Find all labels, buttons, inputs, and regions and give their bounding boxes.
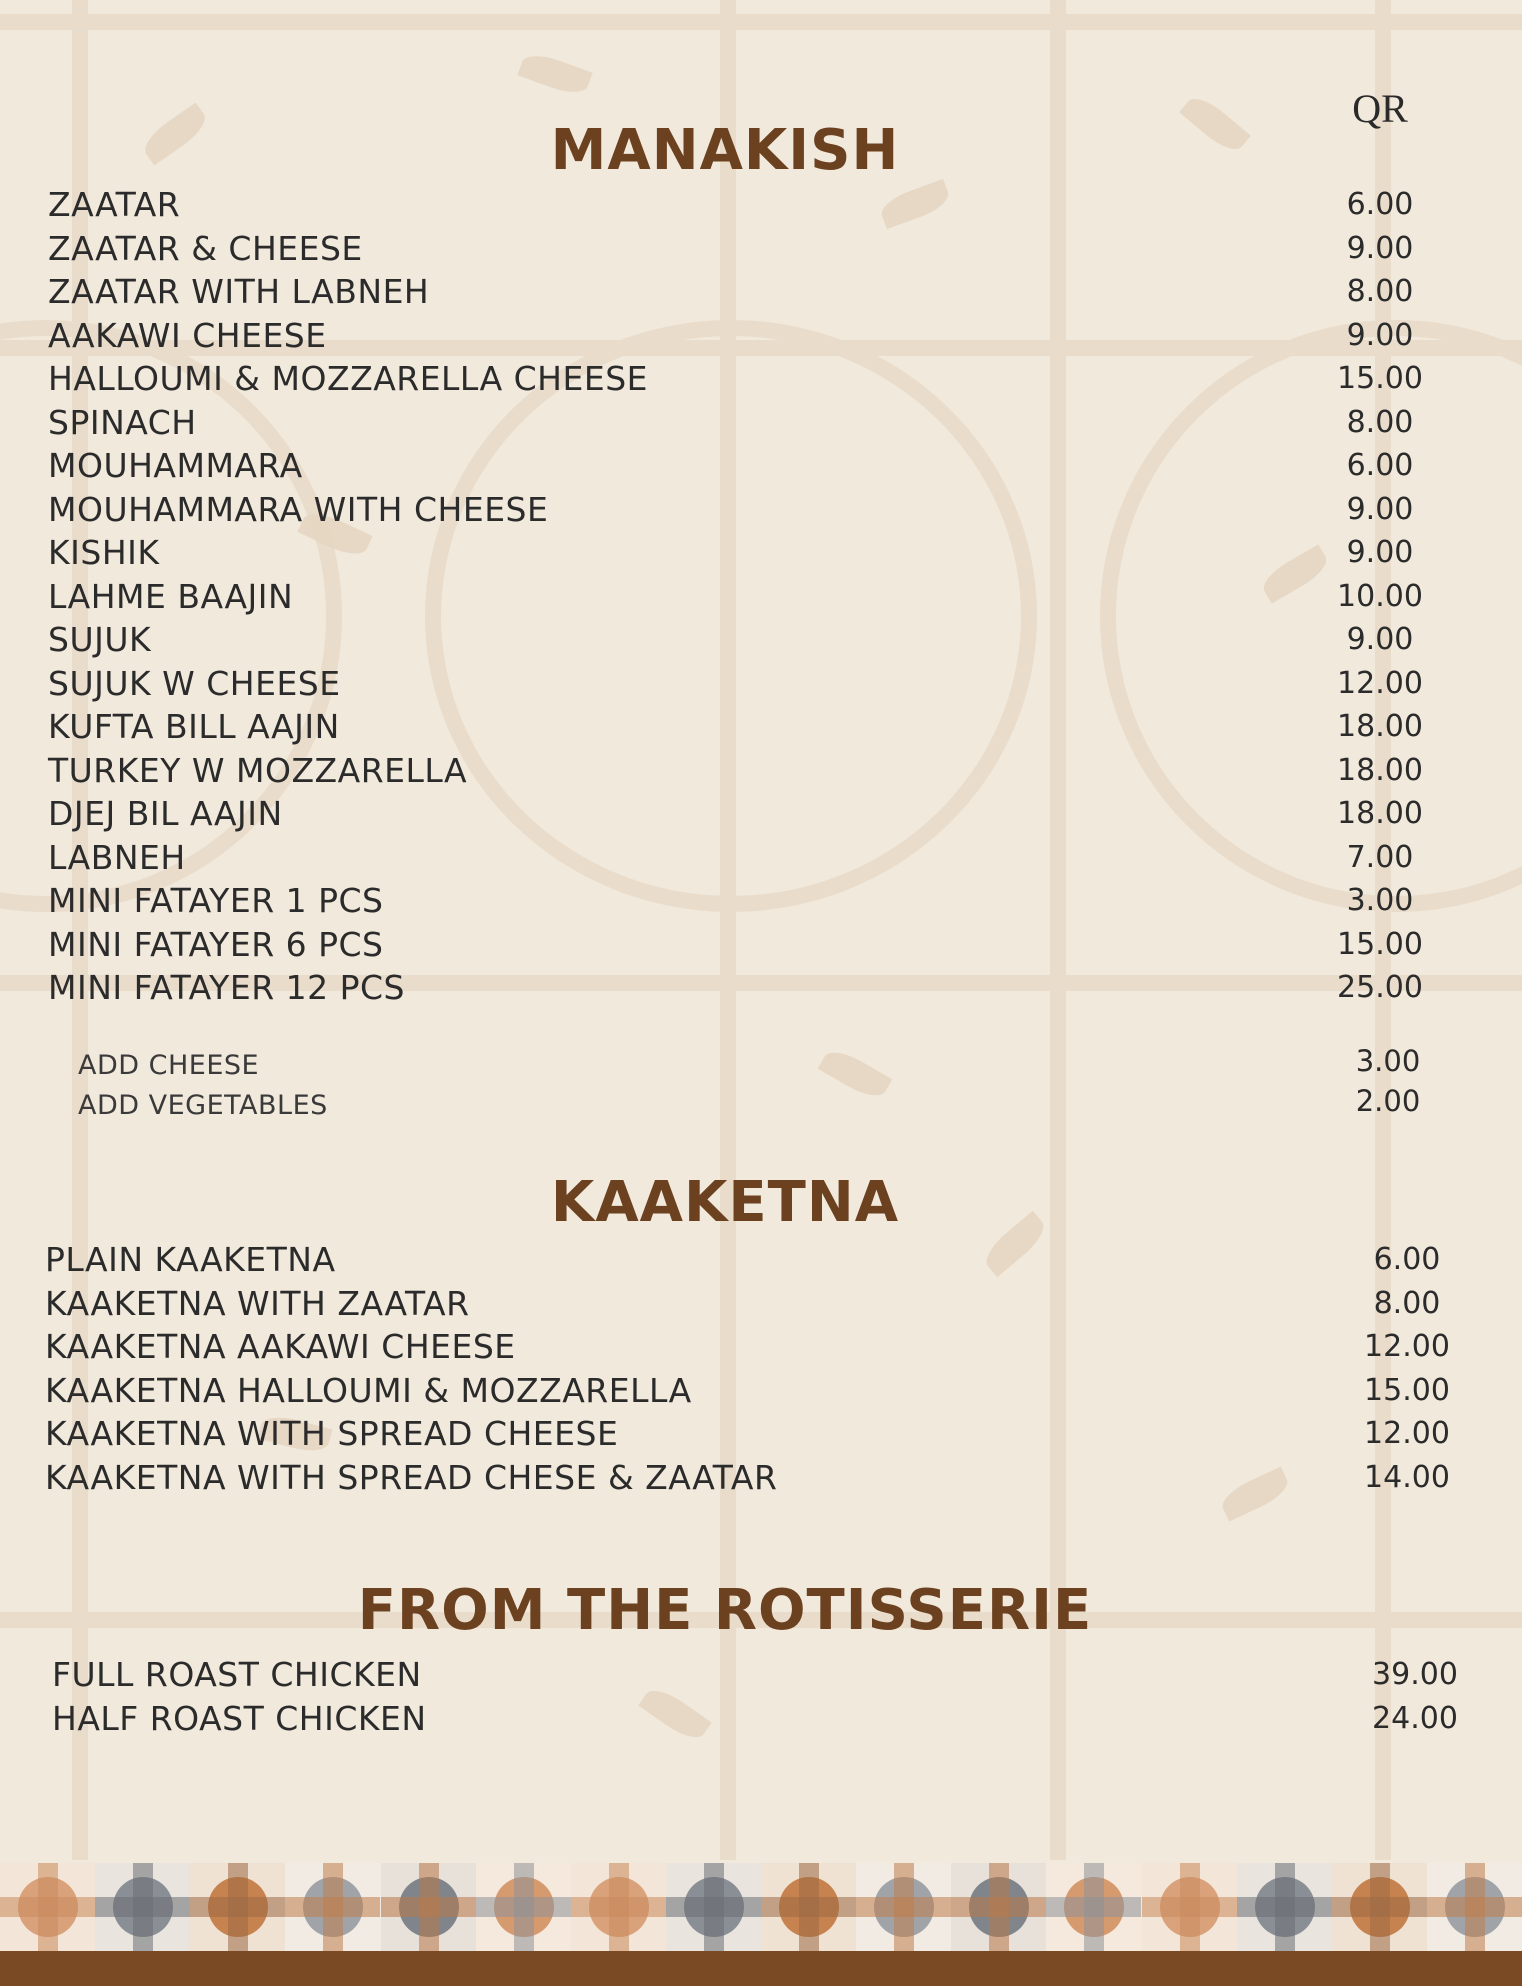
decorative-tile — [285, 1863, 380, 1951]
menu-item-price: 2.00 — [1355, 1084, 1421, 1118]
menu-item — [48, 925, 1448, 969]
tile-motif — [1142, 1897, 1237, 1917]
manakish-addons-list — [78, 1044, 1448, 1130]
menu-item-name: LABNEH — [48, 837, 186, 877]
menu-item-price: 6.00 — [1346, 448, 1414, 483]
menu-item-name: KAAKETNA WITH ZAATAR — [45, 1283, 470, 1323]
menu-item — [48, 751, 1448, 795]
section-title-rotisserie: FROM THE ROTISSERIE — [357, 1578, 1093, 1643]
tile-motif — [761, 1897, 856, 1917]
tile-motif — [856, 1897, 951, 1917]
menu-item-name: ZAATAR & CHEESE — [48, 228, 363, 268]
lattice-line — [0, 14, 1522, 30]
menu-item-price: 9.00 — [1346, 535, 1414, 570]
menu-item — [78, 1044, 1448, 1090]
tile-motif — [666, 1897, 761, 1917]
tile-motif — [476, 1897, 571, 1917]
section-title-kaaketna: KAAKETNA — [550, 1170, 900, 1235]
menu-item-price: 14.00 — [1364, 1459, 1450, 1495]
menu-item-name: ZAATAR — [48, 185, 181, 224]
menu-item — [45, 1284, 1475, 1328]
menu-item — [48, 446, 1448, 490]
decorative-tile — [476, 1863, 571, 1951]
menu-item — [48, 707, 1448, 751]
tile-motif — [1046, 1897, 1141, 1917]
menu-item — [48, 490, 1448, 534]
menu-item-name: LAHME BAAJIN — [48, 576, 294, 616]
menu-item-price: 9.00 — [1346, 622, 1414, 657]
tile-motif — [95, 1897, 190, 1917]
menu-item-name: ADD CHEESE — [78, 1050, 260, 1081]
menu-item-price: 12.00 — [1364, 1329, 1450, 1364]
tile-motif — [285, 1897, 380, 1917]
menu-item-name: KAAKETNA AAKAWI CHEESE — [45, 1327, 516, 1366]
decorative-tile-band — [0, 1863, 1522, 1951]
menu-item — [48, 794, 1448, 838]
menu-item-name: SUJUK W CHEESE — [48, 663, 341, 703]
menu-item-price: 18.00 — [1337, 796, 1423, 831]
decorative-tile — [1046, 1863, 1141, 1951]
menu-item-price: 6.00 — [1373, 1242, 1441, 1277]
menu-item-name: TURKEY W MOZZARELLA — [48, 750, 468, 790]
menu-item — [48, 664, 1448, 708]
menu-item-price: 3.00 — [1355, 1044, 1421, 1078]
menu-item — [52, 1655, 1492, 1699]
menu-item-name: HALF ROAST CHICKEN — [52, 1698, 427, 1738]
decorative-tile — [761, 1863, 856, 1951]
menu-item-name: HALLOUMI & MOZZARELLA CHEESE — [48, 359, 648, 398]
tile-motif — [381, 1897, 476, 1917]
menu-item-name: AAKAWI CHEESE — [48, 315, 327, 355]
rotisserie-list — [52, 1655, 1492, 1742]
menu-item-price: 10.00 — [1337, 578, 1423, 614]
menu-item — [48, 359, 1448, 403]
menu-item-price: 39.00 — [1372, 1657, 1458, 1692]
menu-item-name: DJEJ BIL AAJIN — [48, 794, 283, 833]
menu-item-price: 12.00 — [1337, 665, 1423, 701]
menu-item-price: 3.00 — [1346, 883, 1414, 918]
tile-motif — [1427, 1897, 1522, 1917]
menu-item — [48, 533, 1448, 577]
decorative-tile — [190, 1863, 285, 1951]
menu-item-name: MINI FATAYER 1 PCS — [48, 881, 384, 920]
manakish-list — [48, 185, 1448, 1012]
menu-item-name: ZAATAR WITH LABNEH — [48, 272, 430, 311]
menu-item-price: 18.00 — [1337, 752, 1423, 788]
menu-item-price: 12.00 — [1364, 1416, 1450, 1451]
decorative-tile — [1237, 1863, 1332, 1951]
menu-item-name: KAAKETNA WITH SPREAD CHEESE — [45, 1414, 619, 1453]
menu-item — [48, 185, 1448, 229]
decorative-tile — [95, 1863, 190, 1951]
menu-item-name: FULL ROAST CHICKEN — [52, 1655, 422, 1694]
decorative-tile — [1332, 1863, 1427, 1951]
menu-item — [48, 881, 1448, 925]
decorative-tile — [666, 1863, 761, 1951]
menu-item — [45, 1414, 1475, 1458]
menu-item-name: MOUHAMMARA — [48, 446, 303, 485]
menu-item-price: 7.00 — [1346, 839, 1414, 875]
decorative-tile — [0, 1863, 95, 1951]
menu-item-name: KAAKETNA WITH SPREAD CHESE & ZAATAR — [45, 1457, 778, 1497]
currency-label: QR — [1352, 86, 1408, 131]
menu-item-name: MINI FATAYER 12 PCS — [48, 968, 405, 1007]
menu-item — [45, 1240, 1475, 1284]
menu-item-name: KISHIK — [48, 533, 160, 572]
decorative-tile — [1142, 1863, 1237, 1951]
decorative-tile — [951, 1863, 1046, 1951]
menu-item-price: 9.00 — [1346, 317, 1414, 353]
menu-item — [48, 316, 1448, 360]
menu-item-price: 25.00 — [1337, 970, 1423, 1005]
decorative-tile — [571, 1863, 666, 1951]
decorative-tile — [1427, 1863, 1522, 1951]
menu-item — [52, 1699, 1492, 1743]
menu-item — [48, 272, 1448, 316]
bottom-bar — [0, 1951, 1522, 1986]
menu-item — [45, 1371, 1475, 1415]
menu-item — [48, 620, 1448, 664]
tile-motif — [951, 1897, 1046, 1917]
menu-item — [48, 968, 1448, 1012]
menu-item — [48, 229, 1448, 273]
menu-item-price: 8.00 — [1373, 1285, 1441, 1321]
decorative-tile — [856, 1863, 951, 1951]
menu-item-price: 15.00 — [1337, 926, 1423, 962]
menu-item-price: 6.00 — [1346, 187, 1414, 222]
menu-item-name: SUJUK — [48, 620, 152, 659]
menu-item — [48, 577, 1448, 621]
kaaketna-list — [45, 1240, 1475, 1501]
menu-item-name: KAAKETNA HALLOUMI & MOZZARELLA — [45, 1370, 692, 1410]
menu-item — [45, 1327, 1475, 1371]
menu-item-name: PLAIN KAAKETNA — [45, 1240, 336, 1279]
menu-item-price: 15.00 — [1337, 361, 1423, 396]
menu-item-price: 8.00 — [1346, 274, 1414, 309]
menu-item-name: KUFTA BILL AAJIN — [48, 707, 340, 746]
menu-item-price: 8.00 — [1346, 404, 1414, 440]
menu-item — [78, 1084, 1448, 1130]
menu-item-name: MOUHAMMARA WITH CHEESE — [48, 489, 549, 529]
tile-motif — [0, 1897, 95, 1917]
menu-item-price: 24.00 — [1372, 1700, 1458, 1736]
menu-item — [48, 838, 1448, 882]
tile-motif — [190, 1897, 285, 1917]
tile-motif — [1237, 1897, 1332, 1917]
menu-item-name: SPINACH — [48, 402, 197, 442]
tile-motif — [1332, 1897, 1427, 1917]
menu-item — [45, 1458, 1475, 1502]
menu-item-name: ADD VEGETABLES — [78, 1090, 328, 1121]
menu-item-price: 9.00 — [1346, 230, 1414, 266]
menu-item-price: 18.00 — [1337, 709, 1423, 744]
decorative-tile — [381, 1863, 476, 1951]
menu-item-price: 15.00 — [1364, 1372, 1450, 1408]
leaf-ornament — [517, 49, 592, 99]
tile-motif — [571, 1897, 666, 1917]
section-title-manakish: MANAKISH — [550, 118, 900, 183]
menu-item — [48, 403, 1448, 447]
menu-item-name: MINI FATAYER 6 PCS — [48, 924, 384, 964]
menu-item-price: 9.00 — [1346, 491, 1414, 527]
